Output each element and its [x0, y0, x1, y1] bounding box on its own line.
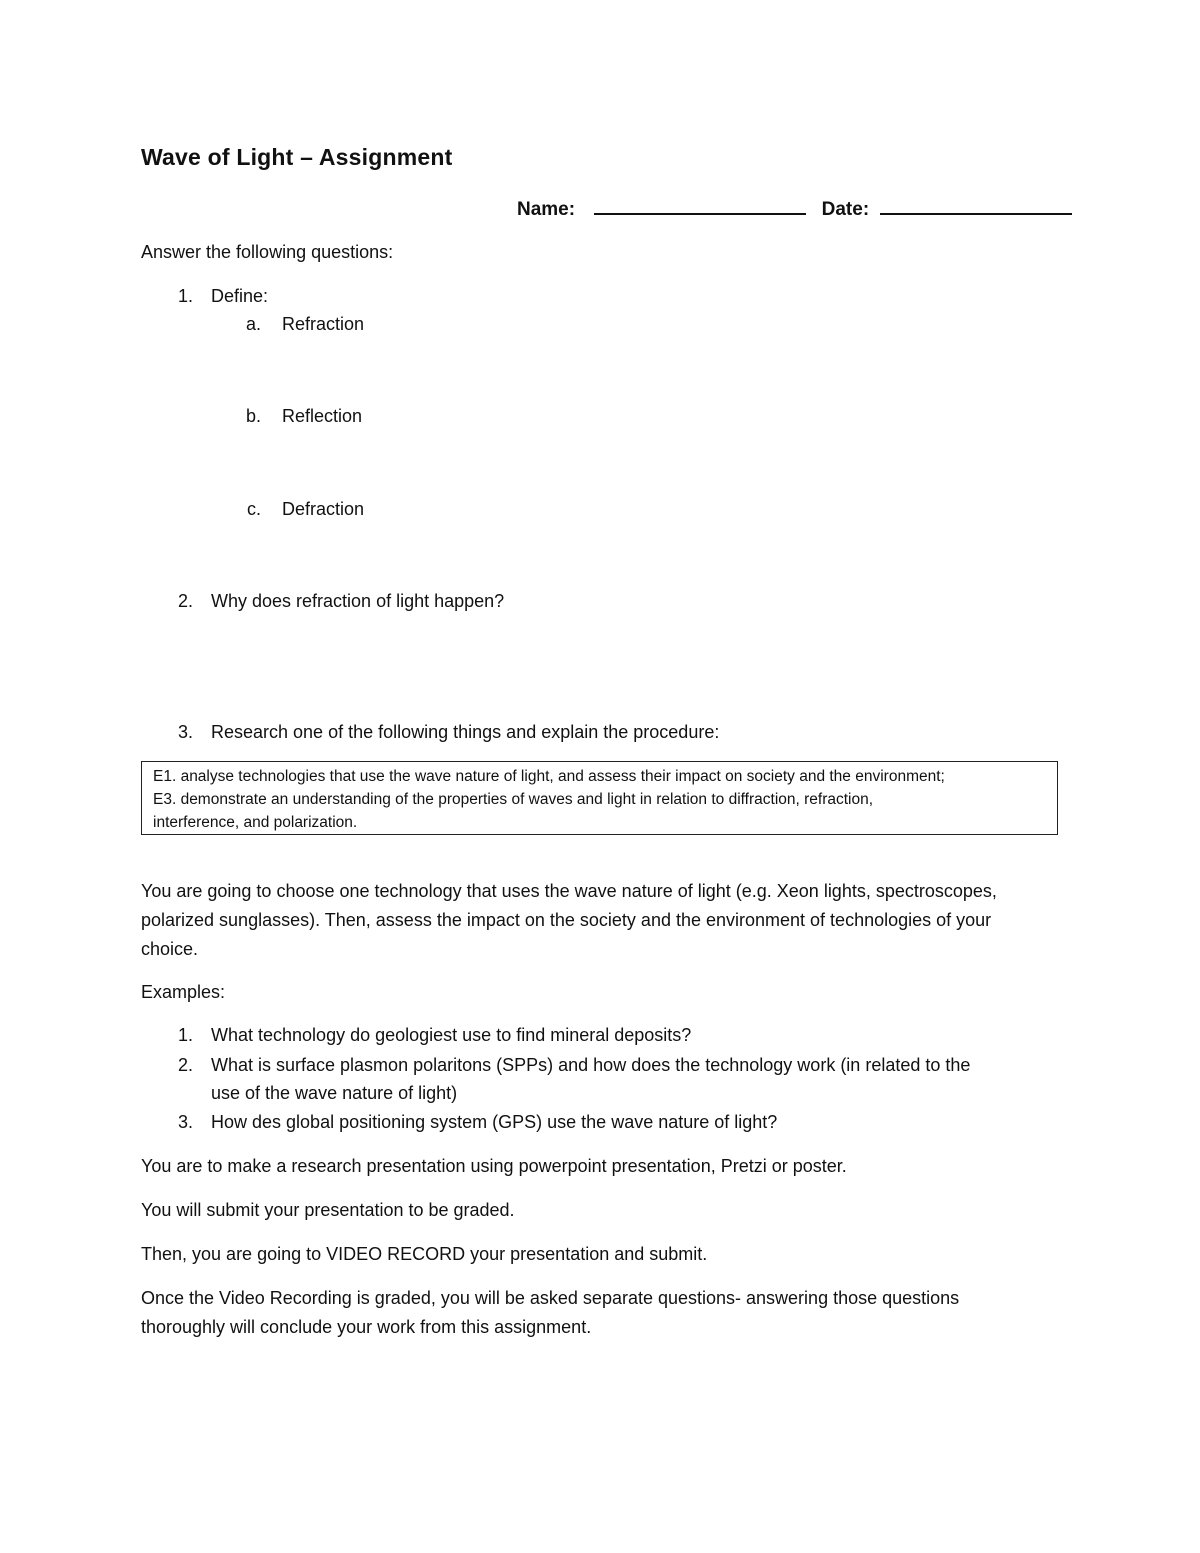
date-label: Date: [821, 199, 870, 220]
expectation-e1: E1. analyse technologies that use the wave nature of light, and assess their impact on society and the environment; [153, 768, 945, 785]
name-date-line [517, 195, 1072, 221]
example-2-text-continued: use of the wave nature of light) [211, 1083, 458, 1103]
example-1-number: 1. [177, 1025, 193, 1045]
expectation-e3: E3. demonstrate an understanding of the properties of waves and light in relation to diffraction, refraction, [153, 791, 874, 808]
example-3-number: 3. [177, 1112, 193, 1132]
q1b-letter: b. [245, 406, 261, 426]
q1b-text: Reflection [282, 406, 363, 426]
q2-number: 2. [177, 591, 193, 611]
q1c-text: Defraction [282, 499, 365, 519]
closing-paragraph-4: Once the Video Recording is graded, you will be asked separate questions- answering those questions thoroughly will conclude your work from this assignment. [141, 1288, 960, 1337]
example-1-text: What technology do geologiest use to find mineral deposits? [211, 1025, 692, 1045]
curriculum-expectations-box [141, 761, 1058, 835]
closing-paragraph-2: You will submit your presentation to be graded. [141, 1200, 515, 1220]
q1-number: 1. [177, 286, 193, 306]
q2-text: Why does refraction of light happen? [211, 591, 505, 611]
q1a-text: Refraction [282, 314, 365, 334]
q1c-letter: c. [246, 499, 261, 519]
q1a-letter: a. [245, 314, 261, 334]
name-label: Name: [517, 199, 576, 220]
q1-text: Define: [211, 286, 269, 306]
example-2-number: 2. [177, 1055, 193, 1075]
expectation-e3-continued: interference, and polarization. [153, 814, 358, 831]
example-3-text: How des global positioning system (GPS) use the wave nature of light? [211, 1112, 778, 1132]
q3-text: Research one of the following things and explain the procedure: [211, 722, 720, 742]
closing-paragraph-1: You are to make a research presentation using powerpoint presentation, Pretzi or poster. [141, 1156, 847, 1176]
name-blank [594, 195, 806, 215]
page-title: Wave of Light – Assignment [141, 144, 453, 170]
example-2-text: What is surface plasmon polaritons (SPPs) and how does the technology work (in related to the [211, 1055, 971, 1075]
examples-label: Examples: [141, 982, 226, 1002]
q3-number: 3. [177, 722, 193, 742]
closing-paragraph-3: Then, you are going to VIDEO RECORD your presentation and submit. [141, 1244, 708, 1264]
intro-paragraph: You are going to choose one technology that uses the wave nature of light (e.g. Xeon lights, spectroscopes, polarized sunglasses). Then, assess the impact on the society and the environment of technologies of your choice. [141, 881, 997, 959]
date-blank [880, 195, 1072, 215]
instructions: Answer the following questions: [141, 242, 394, 262]
